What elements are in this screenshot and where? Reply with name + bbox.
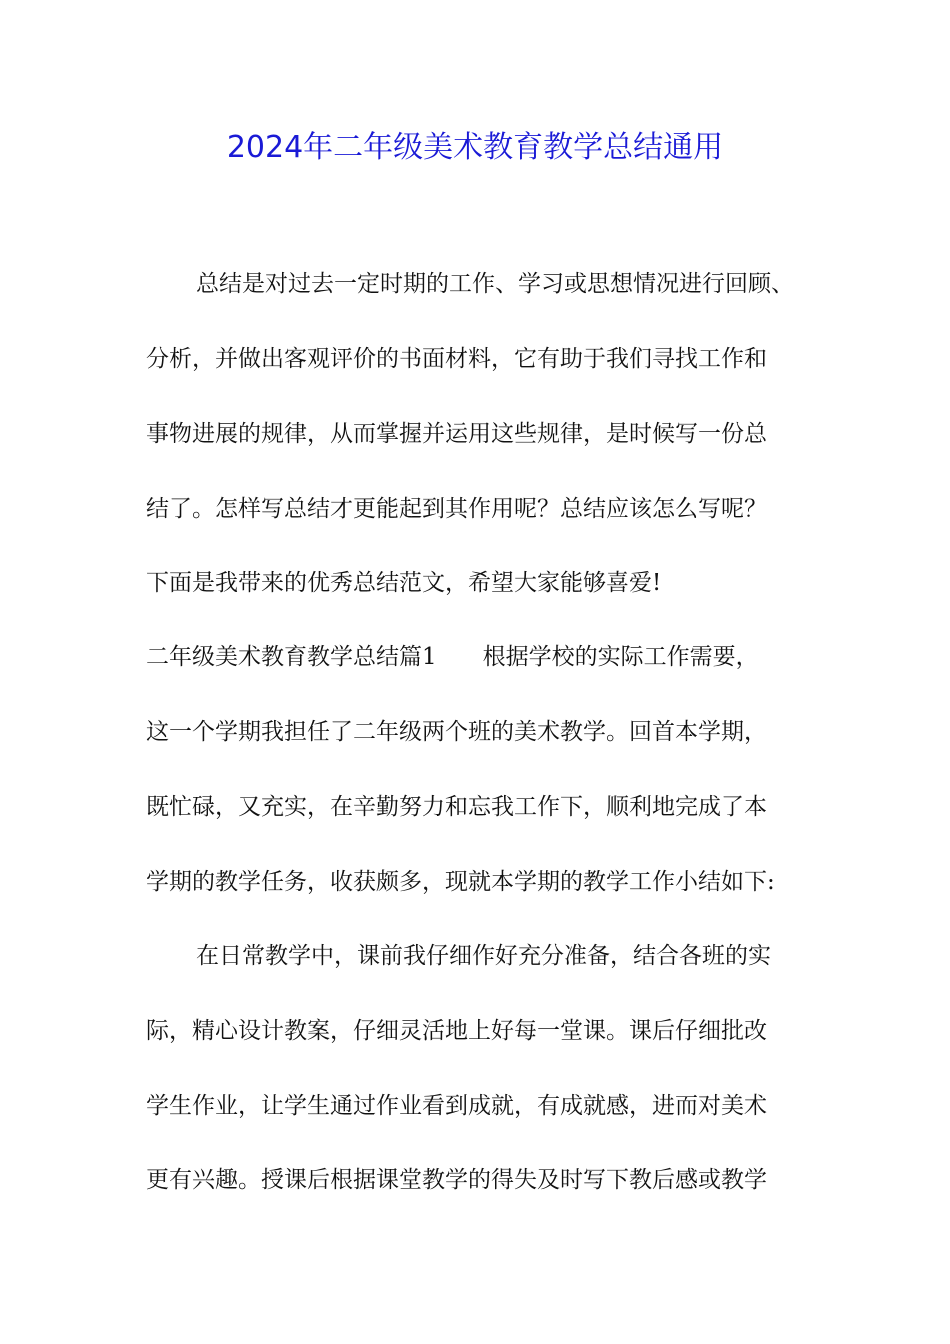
text-line: 事物进展的规律，从而掌握并运用这些规律，是时候写一份总 (146, 421, 767, 447)
text-line: 结了。怎样写总结才更能起到其作用呢？总结应该怎么写呢？ (146, 496, 767, 522)
text-line: 这一个学期我担任了二年级两个班的美术教学。回首本学期， (146, 719, 767, 745)
text-line: 分析，并做出客观评价的书面材料，它有助于我们寻找工作和 (146, 346, 767, 372)
document-title: 2024年二年级美术教育教学总结通用 (226, 130, 724, 165)
text-line: 总结是对过去一定时期的工作、学习或思想情况进行回顾、 (196, 271, 794, 297)
text-line: 际，精心设计教案，仔细灵活地上好每一堂课。课后仔细批改 (146, 1018, 767, 1044)
text-line: 更有兴趣。授课后根据课堂教学的得失及时写下教后感或教学 (146, 1167, 767, 1193)
text-line: 在日常教学中，课前我仔细作好充分准备，结合各班的实 (196, 943, 771, 969)
text-line: 学生作业，让学生通过作业看到成就，有成就感，进而对美术 (146, 1093, 767, 1119)
text-line: 学期的教学任务，收获颇多，现就本学期的教学工作小结如下: (146, 869, 775, 895)
section-heading-line: 二年级美术教育教学总结篇1 根据学校的实际工作需要， (146, 644, 759, 670)
text-line: 既忙碌，又充实，在辛勤努力和忘我工作下，顺利地完成了本 (146, 794, 767, 820)
text-line: 下面是我带来的优秀总结范文，希望大家能够喜爱! (146, 570, 662, 596)
